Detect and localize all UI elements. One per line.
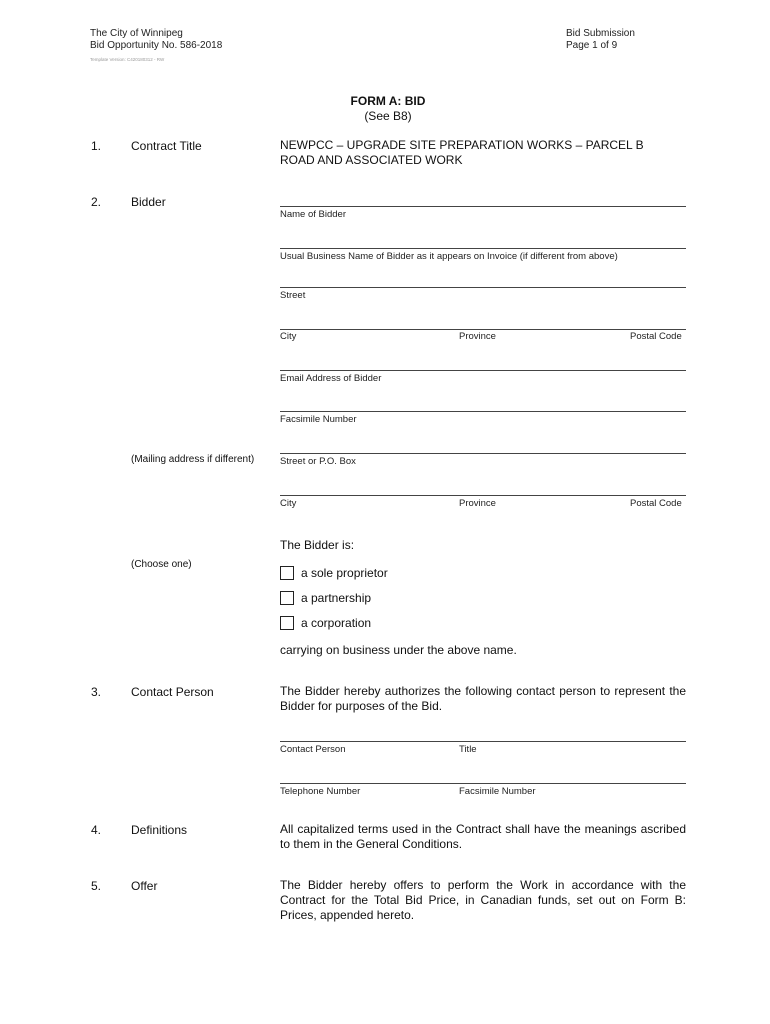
contact-title-caption: Title xyxy=(459,744,477,755)
email-field[interactable] xyxy=(280,370,686,371)
telephone-caption: Telephone Number xyxy=(280,786,361,797)
corporation-label: a corporation xyxy=(301,616,372,630)
corporation-checkbox[interactable] xyxy=(280,616,294,630)
contract-title-line2: ROAD AND ASSOCIATED WORK xyxy=(280,153,463,167)
section-2-number: 2. xyxy=(91,195,102,209)
contact-person-caption: Contact Person xyxy=(280,744,346,755)
business-name-caption: Usual Business Name of Bidder as it appears on Invoice (if different from above) xyxy=(280,251,618,262)
contact-fax-caption: Facsimile Number xyxy=(459,786,536,797)
header-bid-submission: Bid Submission xyxy=(566,28,635,39)
form-subtitle: (See B8) xyxy=(364,109,412,123)
definitions-text: All capitalized terms used in the Contract shall have the meanings ascribed to them in the General Conditions. xyxy=(280,822,686,851)
contact-authorization-text: The Bidder hereby authorizes the following contact person to represent the Bidder for purposes of the Bid. xyxy=(280,684,686,713)
section-1-label: Contract Title xyxy=(131,139,202,153)
section-4-number: 4. xyxy=(91,823,102,837)
partnership-label: a partnership xyxy=(301,591,372,605)
fax-caption: Facsimile Number xyxy=(280,414,357,425)
header-page-number: Page 1 of 9 xyxy=(566,40,618,51)
bidder-is-label: The Bidder is: xyxy=(280,538,355,552)
mailing-city-province-postal-field[interactable] xyxy=(280,495,686,496)
mailing-province-caption: Province xyxy=(459,498,496,509)
section-3-label: Contact Person xyxy=(131,685,214,699)
fax-field[interactable] xyxy=(280,411,686,412)
mailing-city-caption: City xyxy=(280,498,297,509)
carrying-on-business-text: carrying on business under the above name. xyxy=(280,643,517,657)
postal-code-caption: Postal Code xyxy=(630,331,682,342)
province-caption: Province xyxy=(459,331,496,342)
email-caption: Email Address of Bidder xyxy=(280,373,382,384)
street-po-field[interactable] xyxy=(280,453,686,454)
header-city: The City of Winnipeg xyxy=(90,28,183,39)
bidder-name-caption: Name of Bidder xyxy=(280,209,347,220)
header-bid-opportunity: Bid Opportunity No. 586-2018 xyxy=(90,40,223,51)
section-3-number: 3. xyxy=(91,685,102,699)
city-caption: City xyxy=(280,331,297,342)
partnership-checkbox[interactable] xyxy=(280,591,294,605)
section-1-number: 1. xyxy=(91,139,102,153)
section-4-label: Definitions xyxy=(131,823,188,837)
contact-person-title-field[interactable] xyxy=(280,741,686,742)
street-field[interactable] xyxy=(280,287,686,288)
contract-title-line1: NEWPCC – UPGRADE SITE PREPARATION WORKS – PARCEL B xyxy=(280,138,644,152)
section-2-label: Bidder xyxy=(131,195,166,209)
section-5-number: 5. xyxy=(91,879,102,893)
telephone-fax-field[interactable] xyxy=(280,783,686,784)
street-caption: Street xyxy=(280,290,306,301)
bidder-name-field[interactable] xyxy=(280,206,686,207)
header-template-version: Template Version: C420180312 - RW xyxy=(90,57,165,62)
street-po-caption: Street or P.O. Box xyxy=(280,456,356,467)
sole-proprietor-checkbox[interactable] xyxy=(280,566,294,580)
mailing-address-label: (Mailing address if different) xyxy=(131,454,255,465)
city-province-postal-field[interactable] xyxy=(280,329,686,330)
choose-one-label: (Choose one) xyxy=(131,559,192,570)
mailing-postal-code-caption: Postal Code xyxy=(630,498,682,509)
business-name-field[interactable] xyxy=(280,248,686,249)
form-title: FORM A: BID xyxy=(350,94,426,108)
offer-text: The Bidder hereby offers to perform the Work in accordance with the Contract for the Total Bid Price, in Canadian funds, set out on Form B: Prices, appended hereto. xyxy=(280,878,686,922)
section-5-label: Offer xyxy=(131,879,158,893)
sole-proprietor-label: a sole proprietor xyxy=(301,566,388,580)
